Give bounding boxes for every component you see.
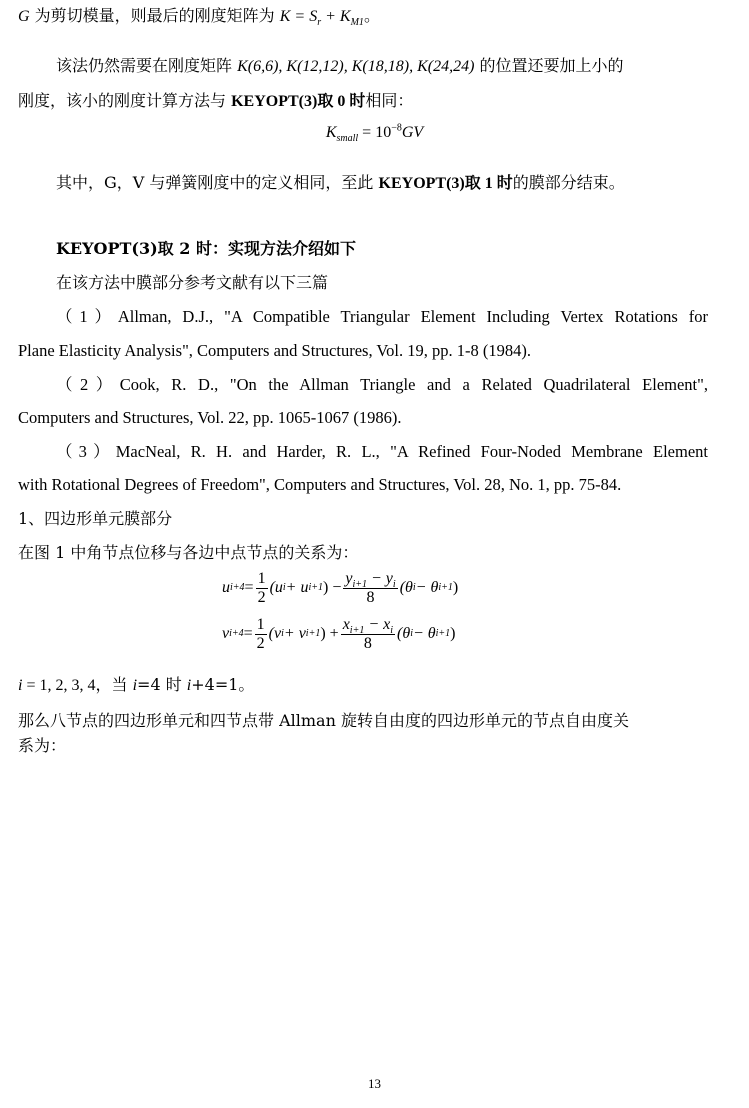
reference-1-line2: Plane Elasticity Analysis", Computers and Structures, Vol. 19, pp. 1-8 (1984). [18, 341, 531, 360]
equation-v: v i+4 = $\frac{1}{2}$ (v i + v i+1 ) + $\frac{x_{i+1} - x_i}{8}$ (θ i − θ i+1 ) [222, 615, 456, 652]
reference-3-line1: （3）MacNeal, R. H. and Harder, R. L., "A Refined Four-Noded Membrane Element [56, 442, 708, 461]
fraction-half: $\frac{1}{2}$ [256, 615, 265, 652]
fraction-y-diff: $\frac{y_{i+1} - y_i}{8}$ [345, 569, 396, 606]
index-condition: i = 1, 2, 3, 4，当 i=4 时 i+4=1。 [18, 675, 255, 694]
positions-paragraph-line1: 该法仍然需要在刚度矩阵 K(6,6), K(12,12), K(18,18), K(24,24) 的位置还要加上小的 [56, 56, 624, 75]
fraction-x-diff: $\frac{x_{i+1} - x_i}{8}$ [342, 615, 394, 652]
references-intro: 在该方法中膜部分参考文献有以下三篇 [56, 273, 329, 292]
closing-line2: 系为： [18, 736, 67, 755]
subsection-heading: 1、四边形单元膜部分 [18, 509, 173, 528]
relation-intro: 在图 1 中角节点位移与各边中点节点的关系为： [18, 543, 359, 562]
k-small-equation: $K_{small} = 10^{-8}GV$ [325, 122, 424, 145]
positions-paragraph-line2: 刚度，该小的刚度计算方法与 KEYOPT(3)取 0 时相同： [18, 91, 414, 110]
page-number: 13 [368, 1076, 381, 1091]
reference-2-line2: Computers and Structures, Vol. 22, pp. 1065-1067 (1986). [18, 408, 402, 427]
reference-2-line1: （2）Cook, R. D., "On the Allman Triangle and a Related Quadrilateral Element", [56, 375, 708, 394]
equation-u: u i+4 = $\frac{1}{2}$ (u i + u i+1 ) − $\frac{y_{i+1} - y_i}{8}$ (θ i − θ i+1 ) [222, 569, 459, 606]
closing-line1: 那么八节点的四边形单元和四节点带 Allman 旋转自由度的四边形单元的节点自由度关 [18, 711, 629, 730]
reference-3-line2: with Rotational Degrees of Freedom", Computers and Structures, Vol. 28, No. 1, pp. 75-84. [18, 475, 622, 494]
fraction-half: $\frac{1}{2}$ [257, 569, 266, 606]
section-heading: KEYOPT(3)取 2 时：实现方法介绍如下 [56, 239, 356, 258]
intro-paragraph: G 为剪切模量，则最后的刚度矩阵为 $K = S_r + K_{M1}$。 [18, 6, 380, 29]
g-symbol: G [18, 8, 30, 25]
midpoint-equations [222, 565, 522, 657]
reference-1-line1: （1）Allman, D.J., "A Compatible Triangular Element Including Vertex Rotations for [56, 307, 708, 326]
membrane-end-paragraph: 其中，G，V 与弹簧刚度中的定义相同，至此 KEYOPT(3)取 1 时的膜部分结束。 [56, 173, 625, 192]
